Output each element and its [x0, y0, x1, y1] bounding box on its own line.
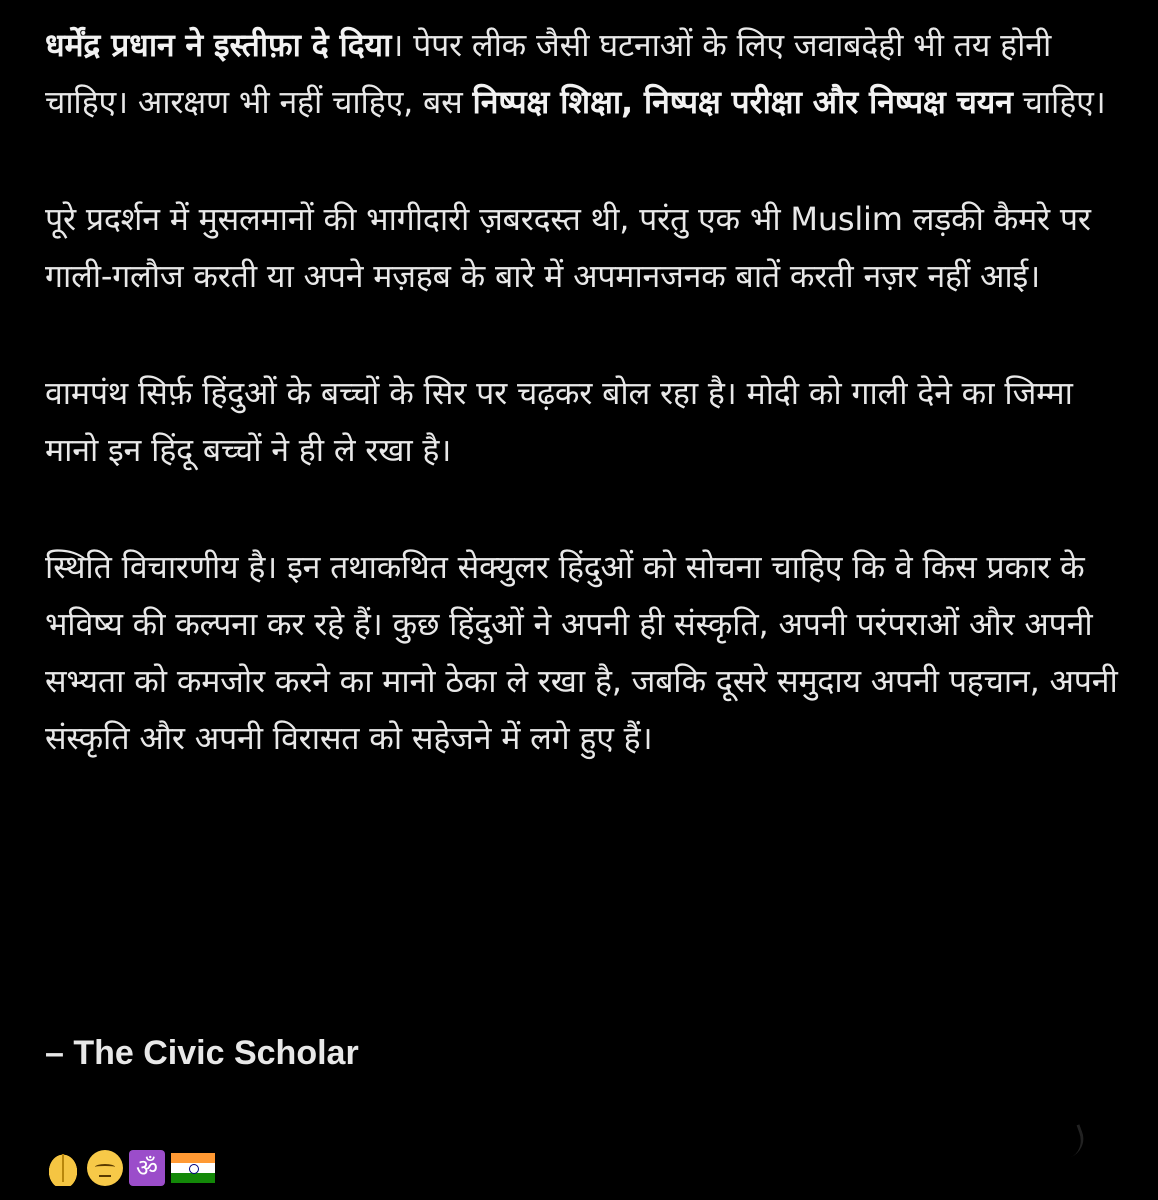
folded-hands-icon — [45, 1150, 81, 1186]
paragraph-3: वामपंथ सिर्फ़ हिंदुओं के बच्चों के सिर पर चढ़कर बोल रहा है। मोदी को गाली देने का जिम्मा मानो इन हिंदू बच्चों ने ही ले रखा है। — [45, 374, 1073, 469]
plain-text: चाहिए। — [1012, 83, 1106, 121]
bold-text: धर्मेंद्र प्रधान ने इस्तीफ़ा दे दिया — [45, 26, 392, 64]
bold-text: निष्पक्ष शिक्षा, निष्पक्ष परीक्षा और निष्पक्ष चयन — [472, 83, 1013, 121]
pensive-face-icon — [87, 1150, 123, 1186]
signature: – The Civic Scholar — [45, 1034, 359, 1072]
plain-text: । पेपर लीक जैसी घटनाओं के लिए जवाबदेही भी तय होनी चाहिए। आरक्षण भी नहीं चाहिए, बस — [45, 26, 1052, 121]
om-icon: ॐ — [129, 1150, 165, 1186]
paragraph-2: पूरे प्रदर्शन में मुसलमानों की भागीदारी ज़बरदस्त थी, परंतु एक भी Muslim लड़की कैमरे पर गाली-गलौज करती या अपने मज़हब के बारे में अपमानजनक बातें करती नज़र नहीं आई। — [45, 200, 1091, 295]
paragraph-1 — [45, 17, 1125, 131]
paragraph-4: स्थिति विचारणीय है। इन तथाकथित सेक्युलर हिंदुओं को सोचना चाहिए कि वे किस प्रकार के भविष्य की कल्पना कर रहे हैं। कुछ हिंदुओं ने अपनी ही संस्कृति, अपनी परंपराओं और अपनी सभ्यता को कमजोर करने का मानो ठेका ले रखा है, जबकि दूसरे समुदाय अपनी पहचान, अपनी संस्कृति और अपनी विरासत को सहेजने में लगे हुए हैं। — [45, 548, 1118, 757]
watermark-icon — [1054, 1124, 1089, 1160]
india-flag-icon — [171, 1153, 215, 1183]
emoji-row — [45, 1148, 215, 1188]
post-body — [45, 17, 1125, 827]
